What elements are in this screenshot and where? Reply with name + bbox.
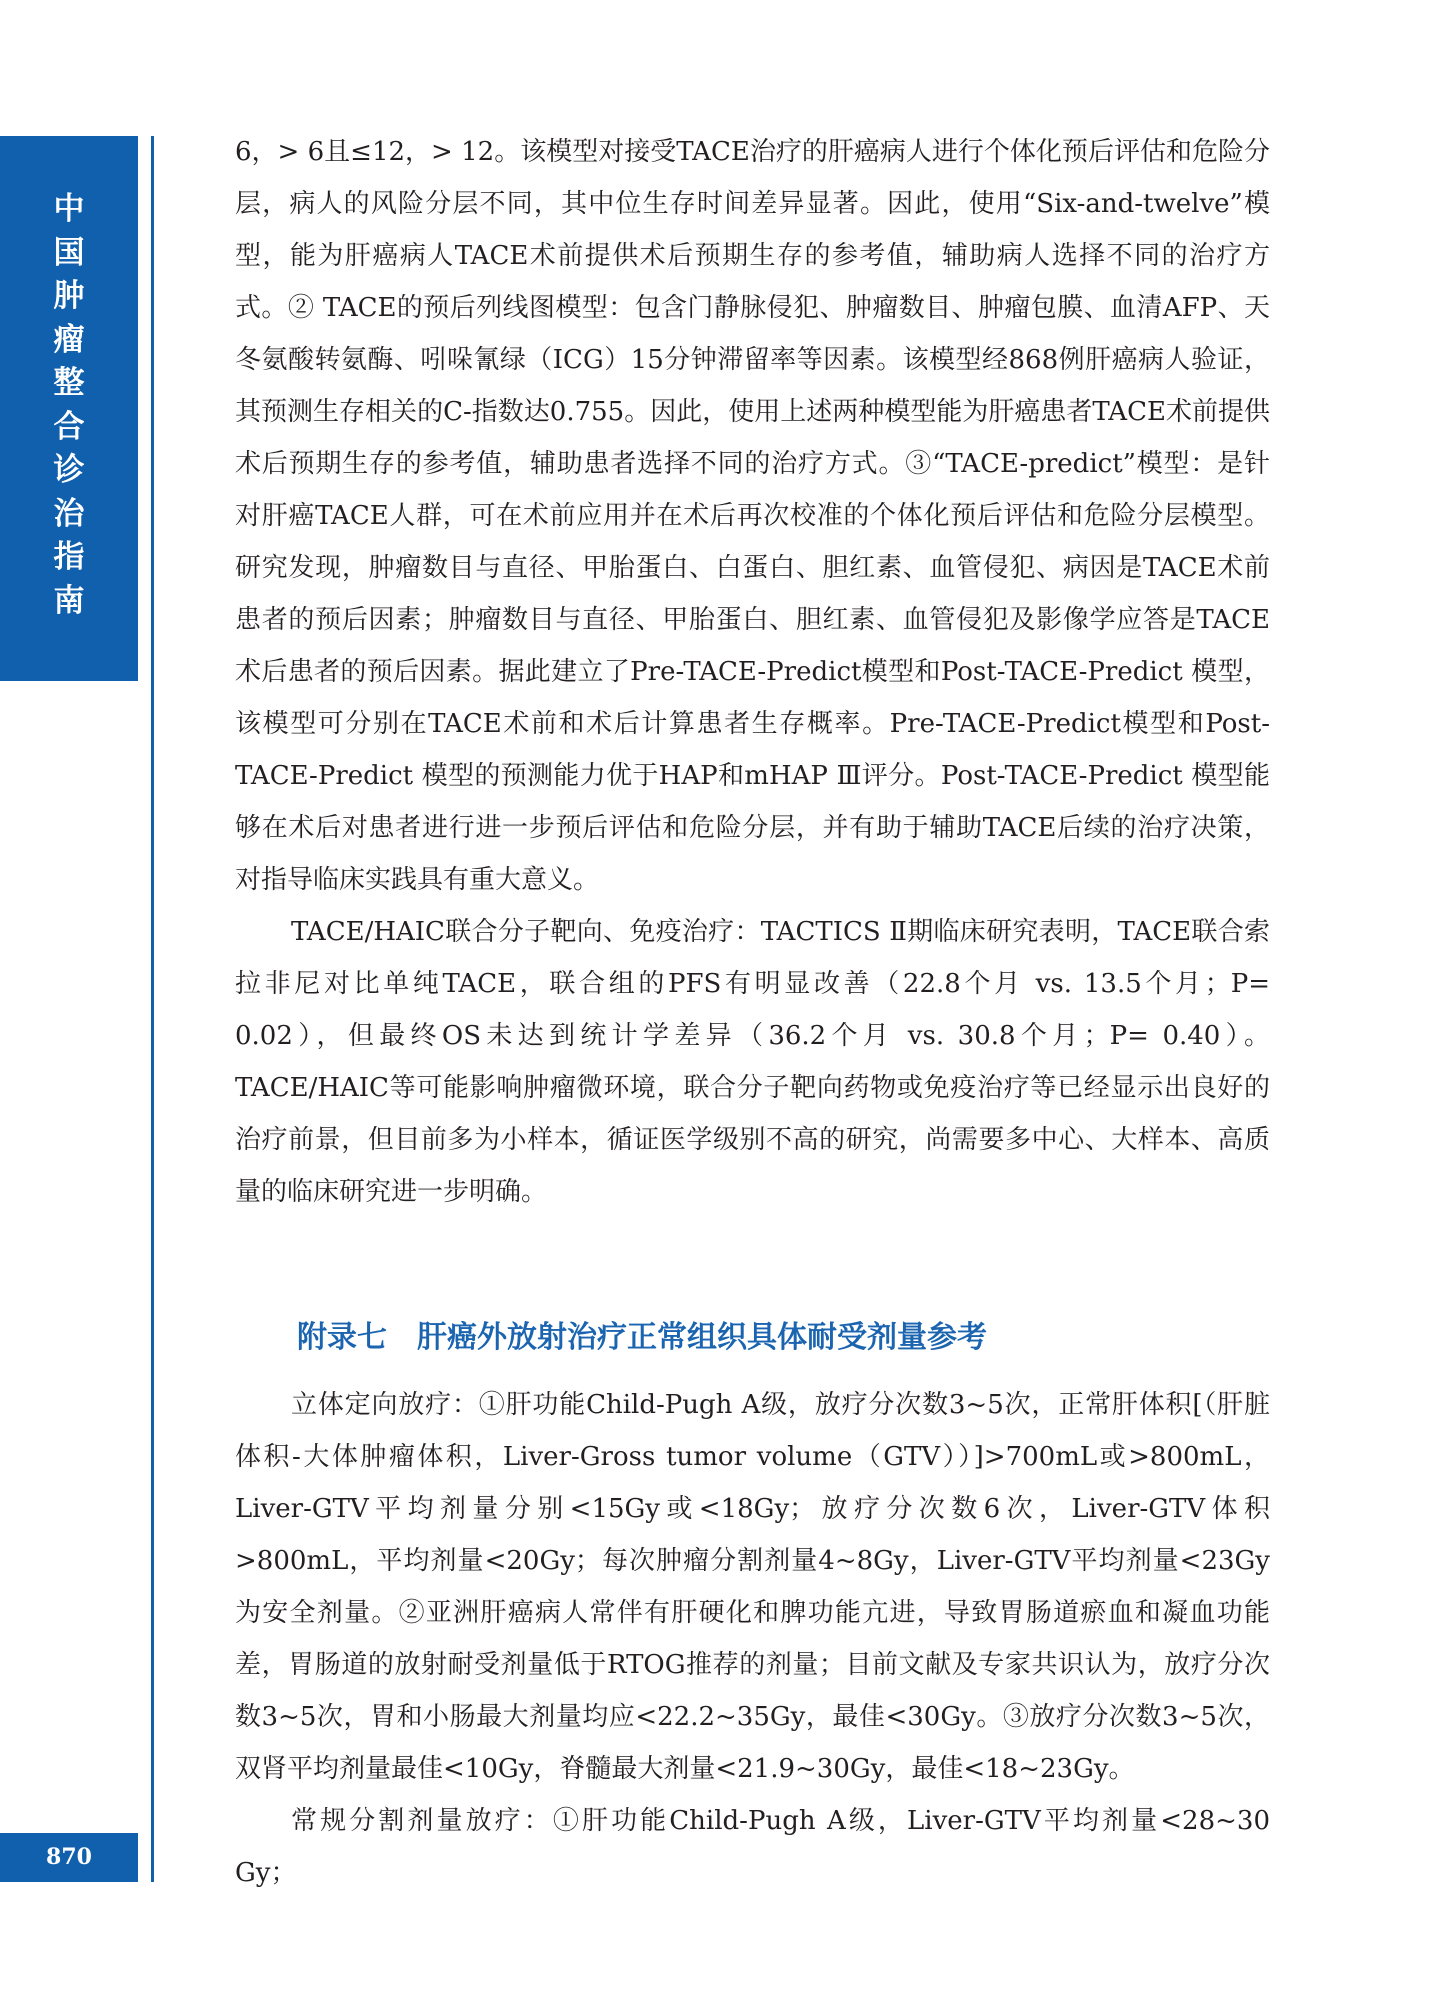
section-paragraph: 立体定向放疗：①肝功能Child-Pugh A级，放疗分次数3~5次，正常肝体积[（肝脏体积-大体肿瘤体积，Liver-Gross tumor volume（GTV））]>700mL或>800mL，Liver-GTV平均剂量分别<15Gy或<18Gy；放疗分次数6次，Liver-GTV体积>800mL，平均剂量<20Gy；每次肿瘤分割剂量4~8Gy，Liver-GTV平均剂量<23Gy为安全剂量。②亚洲肝癌病人常伴有肝硬化和脾功能亢进，导致胃肠道瘀血和凝血功能差，胃肠道的放射耐受剂量低于RTOG推荐的剂量；目前文献及专家共识认为，放疗分次数3~5次，胃和小肠最大剂量均应<22.2~35Gy，最佳<30Gy。③放疗分次数3~5次，双肾平均剂量最佳<10Gy，脊髓最大剂量<21.9~30Gy，最佳<18~23Gy。 bbox=[235, 1390, 1270, 1784]
book-title-char: 诊 bbox=[53, 452, 85, 488]
book-title-char: 肿 bbox=[53, 278, 85, 314]
section-heading: 附录七 肝癌外放射治疗正常组织具体耐受剂量参考 bbox=[297, 1320, 987, 1355]
page-number: 870 bbox=[46, 1844, 92, 1870]
book-title-char: 治 bbox=[53, 495, 85, 532]
book-title-vertical bbox=[0, 188, 138, 623]
book-title-char: 合 bbox=[53, 408, 85, 445]
section-paragraph: 常规分割剂量放疗：①肝功能Child-Pugh A级，Liver-GTV平均剂量<28~30 Gy； bbox=[235, 1806, 1270, 1888]
margin-rule bbox=[151, 136, 154, 1882]
book-title-char: 中 bbox=[53, 191, 85, 227]
book-title-char: 国 bbox=[53, 234, 85, 271]
page-body bbox=[235, 126, 1270, 1899]
book-title-char: 瘤 bbox=[53, 321, 85, 358]
body-paragraph: TACE/HAIC联合分子靶向、免疫治疗：TACTICS Ⅱ期临床研究表明，TACE联合索拉非尼对比单纯TACE，联合组的PFS有明显改善（22.8个月 vs. 13.5个月；P= 0.02），但最终OS未达到统计学差异（36.2个月 vs. 30.8个月；P= 0.40）。TACE/HAIC等可能影响肿瘤微环境，联合分子靶向药物或免疫治疗等已经显示出良好的治疗前景，但目前多为小样本，循证医学级别不高的研究，尚需要多中心、大样本、高质量的临床研究进一步明确。 bbox=[235, 917, 1270, 1207]
book-title-char: 南 bbox=[53, 582, 85, 619]
body-paragraph: 6，> 6且≤12，> 12。该模型对接受TACE治疗的肝癌病人进行个体化预后评估和危险分层，病人的风险分层不同，其中位生存时间差异显著。因此，使用“Six-and-twelve”模型，能为肝癌病人TACE术前提供术后预期生存的参考值，辅助病人选择不同的治疗方式。② TACE的预后列线图模型：包含门静脉侵犯、肿瘤数目、肿瘤包膜、血清AFP、天冬氨酸转氨酶、吲哚氰绿（ICG）15分钟滞留率等因素。该模型经868例肝癌病人验证，其预测生存相关的C-指数达0.755。因此，使用上述两种模型能为肝癌患者TACE术前提供术后预期生存的参考值，辅助患者选择不同的治疗方式。③“TACE-predict”模型：是针对肝癌TACE人群，可在术前应用并在术后再次校准的个体化预后评估和危险分层模型。研究发现，肿瘤数目与直径、甲胎蛋白、白蛋白、胆红素、血管侵犯、病因是TACE术前患者的预后因素；肿瘤数目与直径、甲胎蛋白、胆红素、血管侵犯及影像学应答是TACE术后患者的预后因素。据此建立了Pre-TACE-Predict模型和Post-TACE-Predict 模型，该模型可分别在TACE术前和术后计算患者生存概率。Pre-TACE-Predict模型和Post-TACE-Predict 模型的预测能力优于HAP和mHAP Ⅲ评分。Post-TACE-Predict 模型能够在术后对患者进行进一步预后评估和危险分层，并有助于辅助TACE后续的治疗决策，对指导临床实践具有重大意义。 bbox=[235, 137, 1270, 895]
book-title-char: 指 bbox=[53, 539, 85, 575]
book-title-char: 整 bbox=[53, 365, 85, 401]
